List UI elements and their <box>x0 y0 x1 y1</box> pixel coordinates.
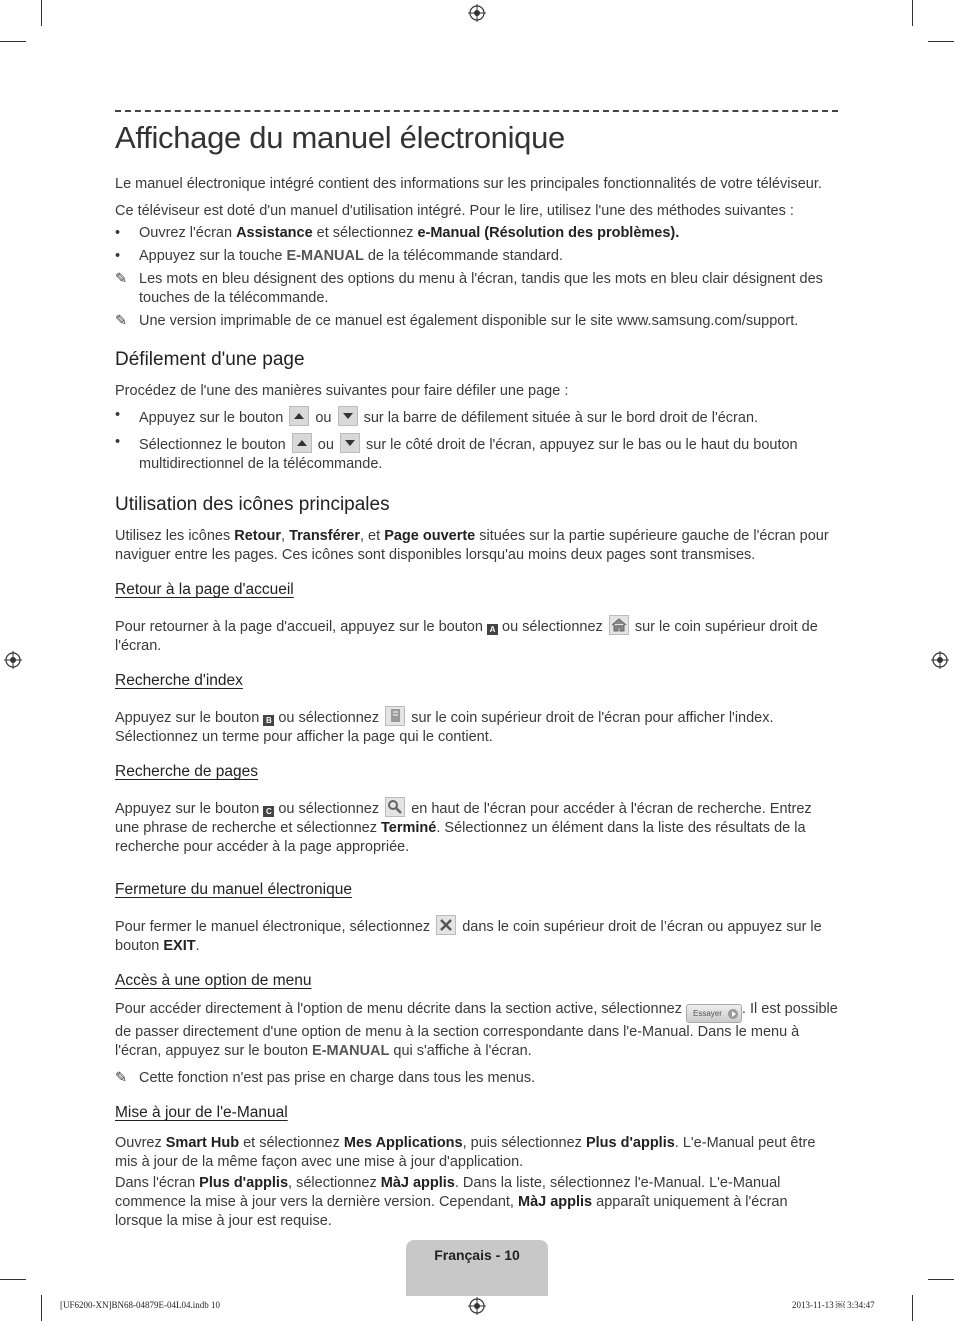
list-item <box>115 224 838 243</box>
text: , sélectionnez <box>288 1175 381 1191</box>
paragraph <box>115 1000 838 1061</box>
text: Pour retourner à la page d'accueil, appuyez sur le bouton <box>115 619 483 635</box>
text: . Dans la liste, sélectionnez l'e-Manual. L'e-Manual commence la mise à jour vers la dernière version. Cependant, <box>115 1175 781 1210</box>
text: dans le coin supérieur droit de l’écran ou appuyez sur le bouton <box>115 919 822 954</box>
text: , <box>281 528 290 544</box>
color-key-a: A <box>487 624 498 635</box>
menu-term: Page ouverte <box>384 528 476 544</box>
close-icon <box>436 915 456 935</box>
color-key-c: C <box>263 806 274 817</box>
paragraph: Procédez de l'une des manières suivantes pour faire défiler une page : <box>115 383 569 399</box>
paragraph <box>115 1174 838 1231</box>
registration-mark-icon <box>4 651 22 669</box>
list-item <box>115 247 838 266</box>
page-title: Affichage du manuel électronique <box>115 120 565 155</box>
note-pencil-icon: ✎ <box>115 1070 128 1086</box>
paragraph <box>115 1134 838 1172</box>
menu-term: MàJ applis <box>380 1175 455 1191</box>
text: Ouvrez <box>115 1135 166 1151</box>
home-icon <box>609 615 629 635</box>
text: sur le coin supérieur droit de l'écran pour afficher l'index. Sélectionnez un terme pour afficher la page qui le contient. <box>115 710 774 745</box>
text: . Il est possible de passer directement d'une option de menu à la section correspondante dans l'e-Manual. Dans le menu à l'écran, appuyez sur le bouton <box>115 1001 838 1059</box>
intro-paragraph: Ce téléviseur est doté d'un manuel d'utilisation intégré. Pour le lire, utilisez l'une des méthodes suivantes : <box>115 203 794 219</box>
crop-mark <box>912 1295 913 1321</box>
note-item <box>115 1069 838 1088</box>
note-pencil-icon: ✎ <box>115 313 128 329</box>
text: . L'e-Manual peut être mis à jour de la même façon avec une mise à jour d'application. <box>115 1135 816 1170</box>
footer-timestamp: 2013-11-13 ￼ 3:34:47 <box>792 1300 875 1310</box>
text: de la télécommande standard. <box>363 248 563 264</box>
scroll-down-icon <box>338 406 358 426</box>
text: . <box>195 938 200 954</box>
text: en haut de l'écran pour accéder à l'écran de recherche. Entrez une phrase de recherche et sélectionnez <box>115 801 812 836</box>
crop-mark <box>41 1295 42 1321</box>
scroll-up-icon <box>289 406 309 426</box>
footer-file-info: [UF6200-XN]BN68-04879E-04L04.indb 10 <box>60 1300 220 1310</box>
text: apparaît uniquement à l'écran lorsque la mise à jour est requise. <box>115 1194 788 1229</box>
scroll-down-icon <box>340 433 360 453</box>
note-item <box>115 270 838 308</box>
menu-term: Smart Hub <box>165 1135 240 1151</box>
title-rule <box>115 110 838 112</box>
text: situées sur la partie supérieure gauche de l'écran pour naviguer entre les pages. Ces icônes sont disponibles lorsqu'au moins deux pages sont transmises. <box>115 528 829 563</box>
try-now-button <box>686 1004 742 1023</box>
text: ou <box>317 437 334 453</box>
bullet: • <box>115 407 121 423</box>
subsection-heading: Mise à jour de l'e-Manual <box>115 1104 288 1121</box>
menu-term: MàJ applis <box>517 1194 593 1210</box>
menu-term: Assistance <box>236 225 313 241</box>
text: ou sélectionnez <box>502 619 603 635</box>
note-text: Les mots en bleu désignent des options du menu à l'écran, tandis que les mots en bleu clair désignent des touches de la télécommande. <box>139 271 823 306</box>
page-number-tab: Français - 10 <box>406 1240 548 1296</box>
menu-term: Retour <box>234 528 281 544</box>
text: ou sélectionnez <box>278 710 380 726</box>
registration-mark-icon <box>931 651 949 669</box>
paragraph <box>115 615 838 656</box>
menu-term: e-Manual (Résolution des problèmes). <box>417 225 680 241</box>
text: sur le coin supérieur droit de l'écran. <box>115 619 818 654</box>
registration-mark-icon <box>468 1297 486 1315</box>
subsection-heading: Accès à une option de menu <box>115 972 312 989</box>
menu-term: Transférer <box>289 528 360 544</box>
play-icon <box>728 1009 738 1019</box>
section-heading: Utilisation des icônes principales <box>115 494 390 515</box>
crop-mark <box>928 41 954 42</box>
paragraph <box>115 797 838 857</box>
index-icon <box>385 706 405 726</box>
note-text: Une version imprimable de ce manuel est également disponible sur le site www.samsung.com/support. <box>139 313 799 329</box>
text: Dans l'écran <box>115 1175 200 1191</box>
subsection-heading: Recherche d'index <box>115 672 243 689</box>
intro-paragraph: Le manuel électronique intégré contient des informations sur les principales fonctionnalités de votre téléviseur. <box>115 176 822 192</box>
paragraph <box>115 706 838 747</box>
subsection-heading: Retour à la page d'accueil <box>115 581 294 598</box>
text: . Sélectionnez un élément dans la liste des résultats de la recherche pour accéder à la page appropriée. <box>115 820 806 855</box>
subsection-heading: Fermeture du manuel électronique <box>115 881 352 898</box>
text: ou <box>315 410 332 426</box>
paragraph <box>115 915 838 956</box>
list-item <box>115 433 838 474</box>
text: Pour accéder directement à l'option de menu décrite dans la section active, sélectionnez <box>115 1001 682 1017</box>
remote-key-term: E-MANUAL <box>286 248 364 264</box>
text: et sélectionnez <box>312 225 418 241</box>
text: Utilisez les icônes <box>115 528 235 544</box>
text: Appuyez sur le bouton <box>139 410 284 426</box>
section-heading: Défilement d'une page <box>115 349 305 370</box>
color-key-b: B <box>263 715 274 726</box>
registration-mark-icon <box>468 4 486 22</box>
crop-mark <box>928 1279 954 1280</box>
note-item <box>115 312 838 331</box>
list-item <box>115 406 838 428</box>
try-now-label: Essayer <box>693 1009 722 1018</box>
text: ou sélectionnez <box>278 801 380 817</box>
text: Pour fermer le manuel électronique, sélectionnez <box>115 919 431 935</box>
menu-term: Plus d'applis <box>199 1175 289 1191</box>
page-content <box>115 110 838 1239</box>
note-pencil-icon: ✎ <box>115 271 128 287</box>
crop-mark <box>0 1279 26 1280</box>
text: Appuyez sur le bouton <box>115 710 260 726</box>
remote-key-term: E-MANUAL <box>312 1043 390 1059</box>
menu-term: Mes Applications <box>343 1135 463 1151</box>
bullet: • <box>115 225 121 241</box>
text: Ouvrez l'écran <box>139 225 237 241</box>
remote-key-term: EXIT <box>163 938 196 954</box>
text: Appuyez sur le bouton <box>115 801 260 817</box>
text: qui s'affiche à l'écran. <box>389 1043 532 1059</box>
menu-term: Terminé <box>381 820 437 836</box>
subsection-heading: Recherche de pages <box>115 763 259 780</box>
crop-mark <box>912 0 913 26</box>
text: et sélectionnez <box>239 1135 344 1151</box>
bullet: • <box>115 248 121 264</box>
text: , puis sélectionnez <box>462 1135 586 1151</box>
text: Sélectionnez le bouton <box>139 437 286 453</box>
text: sur la barre de défilement située à sur le bord droit de l'écran. <box>363 410 759 426</box>
text: Appuyez sur la touche <box>139 248 287 264</box>
crop-mark <box>0 41 26 42</box>
note-text: Cette fonction n'est pas prise en charge dans tous les menus. <box>139 1070 536 1086</box>
bullet: • <box>115 434 121 450</box>
scroll-up-icon <box>292 433 312 453</box>
text: , et <box>360 528 385 544</box>
search-icon <box>385 797 405 817</box>
crop-mark <box>41 0 42 26</box>
text: sur le côté droit de l'écran, appuyez sur le bas ou le haut du bouton multidirectionnel de la télécommande. <box>139 437 798 472</box>
menu-term: Plus d'applis <box>585 1135 675 1151</box>
paragraph <box>115 527 838 565</box>
